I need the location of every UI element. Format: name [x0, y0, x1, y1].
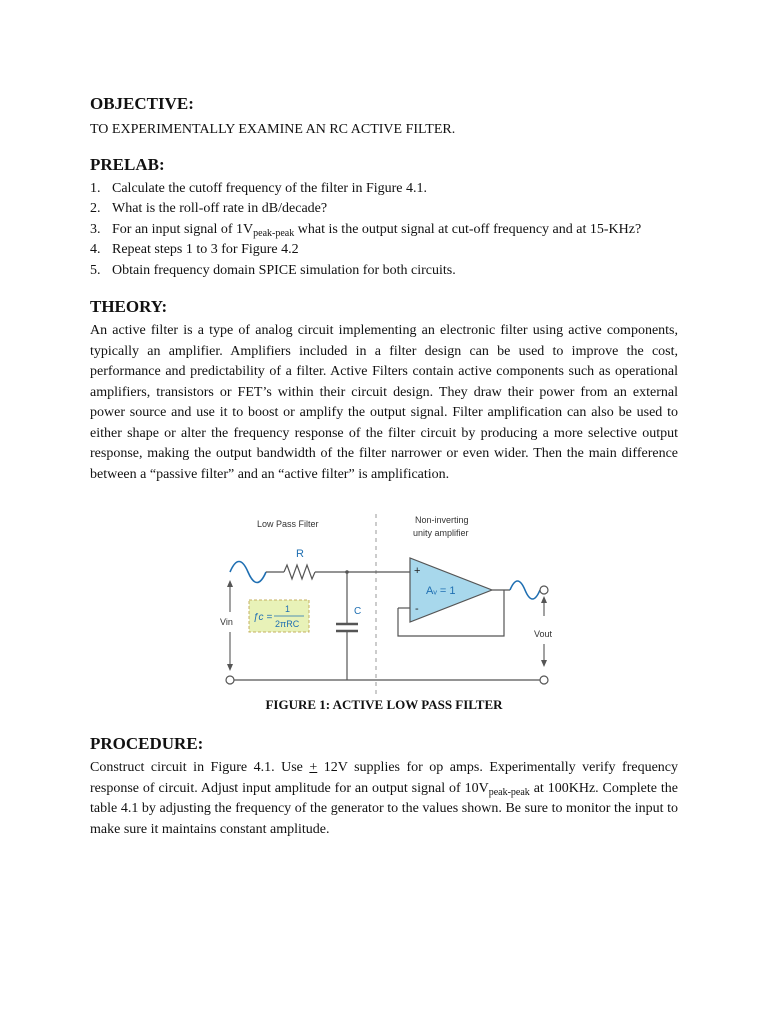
- label-c: C: [354, 606, 362, 617]
- label-low-pass-filter: Low Pass Filter: [257, 519, 319, 529]
- arrow-down-icon: [227, 664, 233, 671]
- objective-heading: OBJECTIVE:: [90, 94, 194, 113]
- arrow-up-icon: [227, 580, 233, 587]
- label-non-inverting: Non-inverting: [415, 515, 469, 525]
- label-vin: Vin: [220, 617, 233, 627]
- input-ground-terminal: [226, 676, 234, 684]
- arrow-up-icon: [541, 596, 547, 603]
- formula-lhs: ƒc =: [253, 612, 273, 623]
- label-unity-amplifier: unity amplifier: [413, 528, 469, 538]
- prelab-heading: PRELAB:: [90, 154, 165, 174]
- list-item: 4. Repeat steps 1 to 3 for Figure 4.2: [90, 242, 299, 257]
- opamp-minus: -: [415, 603, 419, 615]
- label-vout: Vout: [534, 629, 553, 639]
- list-item: 2. What is the roll-off rate in dB/decade?: [90, 201, 328, 216]
- opamp-plus: +: [414, 565, 421, 577]
- objective-text: TO EXPERIMENTALLY EXAMINE AN RC ACTIVE FILTER.: [90, 122, 456, 137]
- output-signal-icon: [510, 581, 540, 599]
- list-item: 3. For an input signal of $1V_{peak-peak}$ what is the output signal at cut-off frequency and at 15-KHz?: [90, 221, 642, 239]
- figure-caption: FIGURE 1: ACTIVE LOW PASS FILTER: [265, 697, 503, 712]
- list-item: 1. Calculate the cutoff frequency of the filter in Figure 4.1.: [90, 180, 428, 196]
- prelab-list: [90, 179, 678, 282]
- procedure-text: Construct circuit in Figure 4.1. Use + 12V supplies for op amps. Experimentally verify frequency response of circuit. Adjust input amplitude for an output signal of $10V_{peak-peak}$ at 100KHz. Complete the table 4.1 by adjusting the frequency of the generator to the values shown. Be sure to monitor the input to make sure it maintains constant amplitude.: [90, 760, 679, 837]
- theory-heading: THEORY:: [90, 297, 168, 316]
- formula-denominator: 2πRC: [275, 619, 300, 629]
- resistor-icon: [284, 565, 315, 579]
- label-gain: Aᵥ = 1: [426, 585, 456, 597]
- input-signal-icon: [230, 562, 266, 583]
- output-ground-terminal: [540, 676, 548, 684]
- procedure-section: [90, 730, 678, 840]
- document-body: [90, 88, 678, 485]
- output-terminal: [540, 586, 548, 594]
- list-item: 5. Obtain frequency domain SPICE simulation for both circuits.: [90, 262, 456, 278]
- arrow-down-icon: [541, 660, 547, 667]
- circuit-diagram: [200, 510, 570, 695]
- formula-numerator: 1: [285, 604, 291, 614]
- procedure-heading: PROCEDURE:: [90, 734, 204, 753]
- theory-text: An active filter is a type of analog circuit implementing an electronic filter using active components, typically an amplifier. Amplifiers included in a filter design can be used to improve the cost, performance and predictability of a filter. Active Filters contain active components such as operational amplifiers, transistors or FET’s within their circuit design. They draw their power from an external power source and use it to boost or amplify the output signal. Filter amplification can also be used to either shape or alter the frequency response of the filter circuit by producing a more selective output response, making the output bandwidth of the filter narrower or even wider. Then the main difference between a “passive filter” and an “active filter” is amplification.: [90, 323, 678, 482]
- label-r: R: [296, 548, 304, 560]
